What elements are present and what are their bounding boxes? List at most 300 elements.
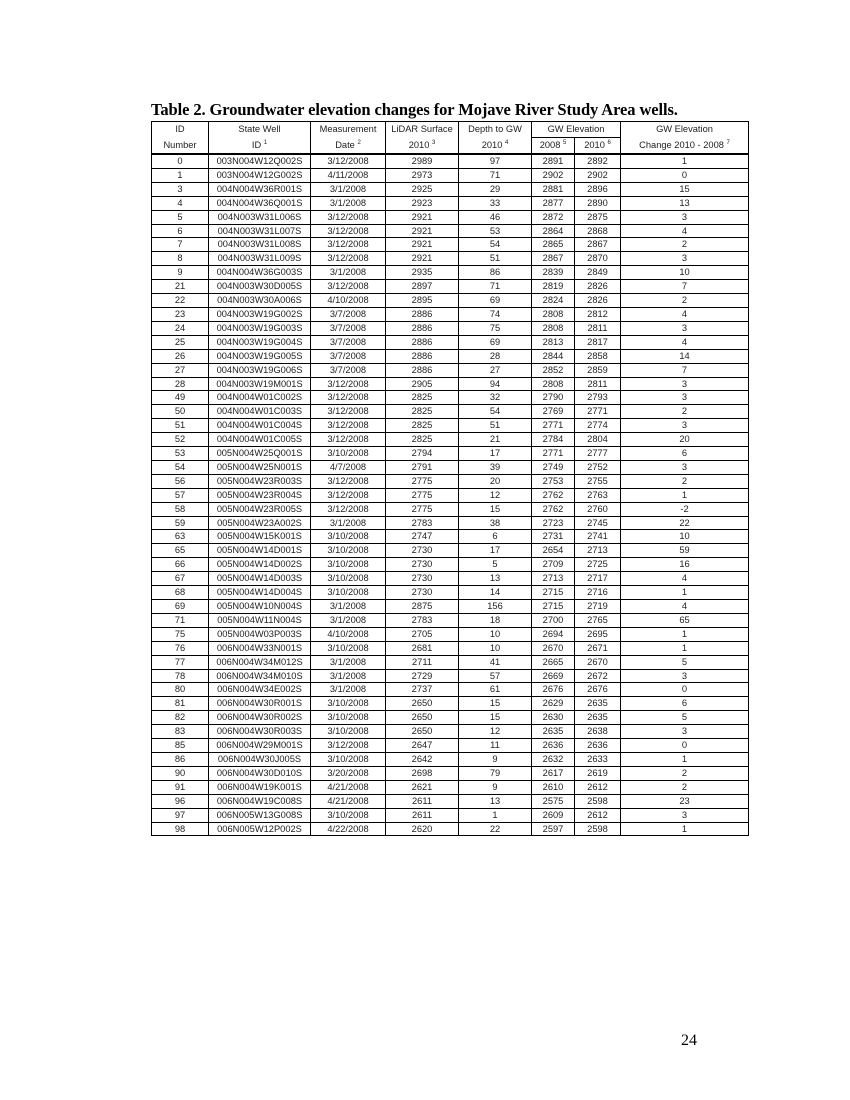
cell-state-well-id: 004N003W19G006S	[209, 363, 311, 377]
header-gw-elevation: GW Elevation	[532, 122, 621, 138]
table-row	[152, 335, 749, 349]
cell-depth-to-gw: 69	[459, 294, 532, 308]
table-row	[152, 433, 749, 447]
cell-state-well-id: 005N004W23R004S	[209, 488, 311, 502]
table-row	[152, 697, 749, 711]
cell-gw-2010: 2875	[575, 210, 621, 224]
cell-state-well-id: 006N004W29M001S	[209, 739, 311, 753]
cell-measurement-date: 3/10/2008	[311, 530, 386, 544]
cell-state-well-id: 005N004W23R005S	[209, 502, 311, 516]
cell-measurement-date: 3/12/2008	[311, 433, 386, 447]
cell-gw-2008: 2881	[532, 182, 575, 196]
cell-measurement-date: 3/7/2008	[311, 349, 386, 363]
cell-gw-change: 2	[621, 474, 749, 488]
cell-gw-2008: 2636	[532, 739, 575, 753]
header-id-sub: Number	[152, 138, 209, 155]
cell-gw-2010: 2811	[575, 377, 621, 391]
cell-depth-to-gw: 28	[459, 349, 532, 363]
table-row	[152, 572, 749, 586]
table-row	[152, 252, 749, 266]
cell-depth-to-gw: 54	[459, 405, 532, 419]
cell-gw-change: 15	[621, 182, 749, 196]
cell-depth-to-gw: 9	[459, 752, 532, 766]
cell-depth-to-gw: 71	[459, 280, 532, 294]
table-row	[152, 280, 749, 294]
table-row	[152, 544, 749, 558]
cell-gw-2008: 2769	[532, 405, 575, 419]
cell-lidar-surface: 2825	[386, 391, 459, 405]
cell-lidar-surface: 2711	[386, 655, 459, 669]
cell-lidar-surface: 2886	[386, 363, 459, 377]
cell-depth-to-gw: 39	[459, 460, 532, 474]
cell-state-well-id: 004N004W01C005S	[209, 433, 311, 447]
page-number: 24	[681, 1032, 697, 1049]
cell-measurement-date: 3/1/2008	[311, 600, 386, 614]
cell-gw-2008: 2891	[532, 154, 575, 168]
cell-id: 4	[152, 196, 209, 210]
cell-id: 50	[152, 405, 209, 419]
cell-gw-2010: 2713	[575, 544, 621, 558]
table-row	[152, 766, 749, 780]
cell-measurement-date: 3/7/2008	[311, 363, 386, 377]
table-row	[152, 794, 749, 808]
cell-depth-to-gw: 15	[459, 697, 532, 711]
cell-state-well-id: 004N003W31L008S	[209, 238, 311, 252]
cell-state-well-id: 005N004W25N001S	[209, 460, 311, 474]
cell-gw-2010: 2870	[575, 252, 621, 266]
cell-measurement-date: 3/10/2008	[311, 572, 386, 586]
cell-depth-to-gw: 29	[459, 182, 532, 196]
table-row	[152, 196, 749, 210]
cell-state-well-id: 006N004W30R002S	[209, 711, 311, 725]
table-row	[152, 154, 749, 168]
cell-gw-2010: 2598	[575, 794, 621, 808]
cell-id: 1	[152, 168, 209, 182]
cell-lidar-surface: 2737	[386, 683, 459, 697]
cell-lidar-surface: 2647	[386, 739, 459, 753]
cell-id: 81	[152, 697, 209, 711]
cell-gw-2010: 2771	[575, 405, 621, 419]
cell-gw-2010: 2612	[575, 808, 621, 822]
cell-lidar-surface: 2650	[386, 711, 459, 725]
header-state-well-sub: ID $^1$	[209, 138, 311, 155]
cell-gw-change: 0	[621, 168, 749, 182]
cell-gw-2010: 2636	[575, 739, 621, 753]
cell-state-well-id: 004N004W01C004S	[209, 419, 311, 433]
cell-lidar-surface: 2650	[386, 697, 459, 711]
cell-lidar-surface: 2921	[386, 210, 459, 224]
cell-state-well-id: 004N003W19G004S	[209, 335, 311, 349]
cell-id: 65	[152, 544, 209, 558]
cell-gw-2010: 2868	[575, 224, 621, 238]
cell-state-well-id: 004N003W19M001S	[209, 377, 311, 391]
cell-gw-2008: 2819	[532, 280, 575, 294]
cell-gw-2008: 2864	[532, 224, 575, 238]
table-row	[152, 224, 749, 238]
cell-gw-2008: 2771	[532, 447, 575, 461]
table-row	[152, 683, 749, 697]
cell-gw-2008: 2700	[532, 613, 575, 627]
cell-id: 21	[152, 280, 209, 294]
cell-measurement-date: 3/12/2008	[311, 474, 386, 488]
cell-state-well-id: 003N004W12Q002S	[209, 154, 311, 168]
cell-lidar-surface: 2730	[386, 586, 459, 600]
table-row	[152, 168, 749, 182]
cell-state-well-id: 004N003W31L007S	[209, 224, 311, 238]
cell-id: 7	[152, 238, 209, 252]
cell-measurement-date: 3/12/2008	[311, 419, 386, 433]
cell-state-well-id: 004N004W36G003S	[209, 266, 311, 280]
cell-gw-2008: 2824	[532, 294, 575, 308]
cell-measurement-date: 3/7/2008	[311, 321, 386, 335]
cell-gw-change: 4	[621, 600, 749, 614]
cell-measurement-date: 3/12/2008	[311, 210, 386, 224]
cell-gw-change: 7	[621, 363, 749, 377]
table-row	[152, 391, 749, 405]
cell-gw-change: 4	[621, 224, 749, 238]
cell-id: 77	[152, 655, 209, 669]
cell-gw-2008: 2630	[532, 711, 575, 725]
cell-id: 78	[152, 669, 209, 683]
cell-depth-to-gw: 54	[459, 238, 532, 252]
cell-state-well-id: 005N004W14D001S	[209, 544, 311, 558]
cell-lidar-surface: 2973	[386, 168, 459, 182]
cell-gw-change: 0	[621, 683, 749, 697]
header-depth: Depth to GW	[459, 122, 532, 138]
cell-state-well-id: 005N004W14D004S	[209, 586, 311, 600]
cell-lidar-surface: 2886	[386, 349, 459, 363]
cell-lidar-surface: 2921	[386, 238, 459, 252]
cell-state-well-id: 005N004W14D003S	[209, 572, 311, 586]
cell-gw-2008: 2877	[532, 196, 575, 210]
cell-gw-2008: 2749	[532, 460, 575, 474]
table-row	[152, 294, 749, 308]
cell-state-well-id: 004N003W19G005S	[209, 349, 311, 363]
cell-state-well-id: 006N004W19K001S	[209, 780, 311, 794]
cell-gw-change: 10	[621, 530, 749, 544]
cell-measurement-date: 3/1/2008	[311, 683, 386, 697]
cell-gw-2008: 2839	[532, 266, 575, 280]
cell-state-well-id: 004N003W31L009S	[209, 252, 311, 266]
table-row	[152, 266, 749, 280]
cell-measurement-date: 3/12/2008	[311, 280, 386, 294]
cell-depth-to-gw: 13	[459, 794, 532, 808]
table-row	[152, 669, 749, 683]
cell-gw-2008: 2808	[532, 321, 575, 335]
cell-lidar-surface: 2775	[386, 474, 459, 488]
cell-gw-change: 3	[621, 808, 749, 822]
cell-measurement-date: 4/11/2008	[311, 168, 386, 182]
cell-depth-to-gw: 57	[459, 669, 532, 683]
header-id: ID	[152, 122, 209, 138]
cell-gw-2008: 2784	[532, 433, 575, 447]
cell-id: 25	[152, 335, 209, 349]
cell-measurement-date: 3/7/2008	[311, 335, 386, 349]
cell-state-well-id: 006N004W34E002S	[209, 683, 311, 697]
cell-depth-to-gw: 9	[459, 780, 532, 794]
cell-measurement-date: 3/1/2008	[311, 669, 386, 683]
cell-gw-2008: 2771	[532, 419, 575, 433]
cell-gw-2010: 2598	[575, 822, 621, 836]
table-body	[152, 154, 749, 836]
cell-gw-2010: 2612	[575, 780, 621, 794]
cell-gw-2008: 2610	[532, 780, 575, 794]
cell-lidar-surface: 2611	[386, 808, 459, 822]
cell-gw-2008: 2762	[532, 488, 575, 502]
cell-lidar-surface: 2650	[386, 725, 459, 739]
cell-state-well-id: 006N004W30J005S	[209, 752, 311, 766]
cell-measurement-date: 4/10/2008	[311, 294, 386, 308]
table-row	[152, 711, 749, 725]
cell-measurement-date: 3/10/2008	[311, 808, 386, 822]
cell-depth-to-gw: 69	[459, 335, 532, 349]
cell-gw-2010: 2752	[575, 460, 621, 474]
cell-gw-2010: 2859	[575, 363, 621, 377]
table-row	[152, 349, 749, 363]
cell-gw-change: 10	[621, 266, 749, 280]
cell-gw-change: 4	[621, 572, 749, 586]
groundwater-table	[151, 121, 749, 836]
cell-measurement-date: 3/12/2008	[311, 238, 386, 252]
cell-gw-2008: 2694	[532, 627, 575, 641]
cell-gw-2008: 2635	[532, 725, 575, 739]
cell-state-well-id: 006N005W13G008S	[209, 808, 311, 822]
table-caption: Table 2. Groundwater elevation changes for Mojave River Study Area wells.	[151, 100, 678, 119]
cell-gw-2008: 2669	[532, 669, 575, 683]
cell-gw-2010: 2849	[575, 266, 621, 280]
table-row	[152, 780, 749, 794]
table-row	[152, 182, 749, 196]
cell-gw-2010: 2695	[575, 627, 621, 641]
cell-gw-change: 2	[621, 780, 749, 794]
cell-measurement-date: 3/1/2008	[311, 516, 386, 530]
cell-gw-2010: 2638	[575, 725, 621, 739]
header-measurement-sub: Date $^2$	[311, 138, 386, 155]
cell-gw-change: 3	[621, 725, 749, 739]
cell-depth-to-gw: 15	[459, 711, 532, 725]
cell-gw-2010: 2826	[575, 294, 621, 308]
cell-state-well-id: 005N004W03P003S	[209, 627, 311, 641]
cell-state-well-id: 005N004W23R003S	[209, 474, 311, 488]
cell-id: 3	[152, 182, 209, 196]
cell-gw-2010: 2817	[575, 335, 621, 349]
cell-gw-2008: 2731	[532, 530, 575, 544]
cell-lidar-surface: 2935	[386, 266, 459, 280]
cell-depth-to-gw: 15	[459, 502, 532, 516]
cell-gw-2008: 2844	[532, 349, 575, 363]
table-row	[152, 502, 749, 516]
cell-id: 85	[152, 739, 209, 753]
cell-gw-2008: 2575	[532, 794, 575, 808]
table-row	[152, 307, 749, 321]
cell-lidar-surface: 2925	[386, 182, 459, 196]
cell-depth-to-gw: 27	[459, 363, 532, 377]
cell-id: 68	[152, 586, 209, 600]
cell-state-well-id: 006N004W30R003S	[209, 725, 311, 739]
cell-depth-to-gw: 17	[459, 447, 532, 461]
cell-lidar-surface: 2886	[386, 307, 459, 321]
cell-gw-2010: 2716	[575, 586, 621, 600]
cell-id: 66	[152, 558, 209, 572]
cell-gw-change: 16	[621, 558, 749, 572]
cell-gw-change: 3	[621, 669, 749, 683]
cell-depth-to-gw: 74	[459, 307, 532, 321]
cell-gw-2010: 2890	[575, 196, 621, 210]
table-header	[152, 122, 749, 155]
cell-gw-2008: 2629	[532, 697, 575, 711]
cell-lidar-surface: 2825	[386, 419, 459, 433]
cell-lidar-surface: 2886	[386, 335, 459, 349]
cell-measurement-date: 3/1/2008	[311, 196, 386, 210]
cell-measurement-date: 3/12/2008	[311, 739, 386, 753]
cell-state-well-id: 005N004W11N004S	[209, 613, 311, 627]
cell-gw-2010: 2619	[575, 766, 621, 780]
cell-depth-to-gw: 22	[459, 822, 532, 836]
cell-gw-2008: 2902	[532, 168, 575, 182]
cell-lidar-surface: 2905	[386, 377, 459, 391]
cell-gw-change: 1	[621, 752, 749, 766]
cell-depth-to-gw: 41	[459, 655, 532, 669]
cell-gw-change: 3	[621, 460, 749, 474]
cell-measurement-date: 3/1/2008	[311, 655, 386, 669]
cell-gw-2008: 2872	[532, 210, 575, 224]
cell-id: 67	[152, 572, 209, 586]
table-row	[152, 474, 749, 488]
cell-gw-change: 13	[621, 196, 749, 210]
cell-gw-change: 59	[621, 544, 749, 558]
cell-lidar-surface: 2825	[386, 433, 459, 447]
cell-gw-change: 3	[621, 252, 749, 266]
header-gw-2008: 2008 $^5$	[532, 138, 575, 155]
cell-gw-2010: 2777	[575, 447, 621, 461]
table-row	[152, 822, 749, 836]
cell-gw-2008: 2597	[532, 822, 575, 836]
cell-gw-2008: 2709	[532, 558, 575, 572]
cell-id: 56	[152, 474, 209, 488]
cell-depth-to-gw: 71	[459, 168, 532, 182]
cell-gw-2010: 2867	[575, 238, 621, 252]
cell-gw-change: 1	[621, 154, 749, 168]
cell-state-well-id: 004N004W36Q001S	[209, 196, 311, 210]
table-row	[152, 447, 749, 461]
table-row	[152, 210, 749, 224]
cell-measurement-date: 3/12/2008	[311, 252, 386, 266]
cell-gw-2008: 2867	[532, 252, 575, 266]
cell-id: 5	[152, 210, 209, 224]
cell-lidar-surface: 2698	[386, 766, 459, 780]
cell-gw-change: 14	[621, 349, 749, 363]
table-row	[152, 377, 749, 391]
cell-measurement-date: 3/1/2008	[311, 266, 386, 280]
cell-id: 53	[152, 447, 209, 461]
cell-measurement-date: 4/21/2008	[311, 780, 386, 794]
cell-depth-to-gw: 75	[459, 321, 532, 335]
cell-id: 6	[152, 224, 209, 238]
cell-gw-2010: 2811	[575, 321, 621, 335]
cell-id: 91	[152, 780, 209, 794]
cell-gw-2008: 2762	[532, 502, 575, 516]
cell-gw-change: 5	[621, 711, 749, 725]
cell-state-well-id: 004N003W31L006S	[209, 210, 311, 224]
table-row	[152, 600, 749, 614]
cell-lidar-surface: 2611	[386, 794, 459, 808]
cell-gw-change: 3	[621, 419, 749, 433]
cell-id: 8	[152, 252, 209, 266]
cell-gw-change: 2	[621, 294, 749, 308]
cell-id: 76	[152, 641, 209, 655]
cell-lidar-surface: 2783	[386, 516, 459, 530]
cell-depth-to-gw: 10	[459, 627, 532, 641]
cell-measurement-date: 3/10/2008	[311, 447, 386, 461]
table-row	[152, 586, 749, 600]
cell-gw-2010: 2774	[575, 419, 621, 433]
cell-depth-to-gw: 97	[459, 154, 532, 168]
cell-gw-2010: 2763	[575, 488, 621, 502]
cell-state-well-id: 006N004W19C008S	[209, 794, 311, 808]
cell-gw-change: 4	[621, 307, 749, 321]
cell-depth-to-gw: 61	[459, 683, 532, 697]
cell-depth-to-gw: 10	[459, 641, 532, 655]
cell-lidar-surface: 2775	[386, 502, 459, 516]
cell-id: 22	[152, 294, 209, 308]
cell-id: 27	[152, 363, 209, 377]
cell-lidar-surface: 2730	[386, 544, 459, 558]
cell-measurement-date: 3/12/2008	[311, 488, 386, 502]
cell-id: 63	[152, 530, 209, 544]
cell-id: 75	[152, 627, 209, 641]
cell-gw-2008: 2813	[532, 335, 575, 349]
cell-state-well-id: 004N004W36R001S	[209, 182, 311, 196]
cell-state-well-id: 004N004W01C002S	[209, 391, 311, 405]
cell-id: 58	[152, 502, 209, 516]
cell-lidar-surface: 2681	[386, 641, 459, 655]
cell-gw-2010: 2812	[575, 307, 621, 321]
cell-lidar-surface: 2620	[386, 822, 459, 836]
cell-measurement-date: 3/7/2008	[311, 307, 386, 321]
table-row	[152, 739, 749, 753]
cell-gw-2010: 2745	[575, 516, 621, 530]
cell-id: 98	[152, 822, 209, 836]
cell-gw-change: -2	[621, 502, 749, 516]
cell-lidar-surface: 2989	[386, 154, 459, 168]
cell-gw-change: 2	[621, 405, 749, 419]
cell-id: 28	[152, 377, 209, 391]
cell-id: 26	[152, 349, 209, 363]
cell-gw-2010: 2755	[575, 474, 621, 488]
cell-depth-to-gw: 38	[459, 516, 532, 530]
cell-gw-2010: 2635	[575, 711, 621, 725]
table-row	[152, 516, 749, 530]
cell-lidar-surface: 2642	[386, 752, 459, 766]
cell-gw-change: 3	[621, 321, 749, 335]
cell-id: 54	[152, 460, 209, 474]
cell-lidar-surface: 2705	[386, 627, 459, 641]
cell-id: 83	[152, 725, 209, 739]
cell-state-well-id: 004N003W30D005S	[209, 280, 311, 294]
cell-gw-change: 6	[621, 447, 749, 461]
cell-lidar-surface: 2729	[386, 669, 459, 683]
table-row	[152, 405, 749, 419]
cell-state-well-id: 004N003W19G002S	[209, 307, 311, 321]
cell-measurement-date: 3/10/2008	[311, 544, 386, 558]
cell-id: 24	[152, 321, 209, 335]
cell-gw-change: 65	[621, 613, 749, 627]
cell-depth-to-gw: 46	[459, 210, 532, 224]
cell-measurement-date: 3/12/2008	[311, 405, 386, 419]
table-row	[152, 752, 749, 766]
table-row	[152, 725, 749, 739]
table-row	[152, 530, 749, 544]
